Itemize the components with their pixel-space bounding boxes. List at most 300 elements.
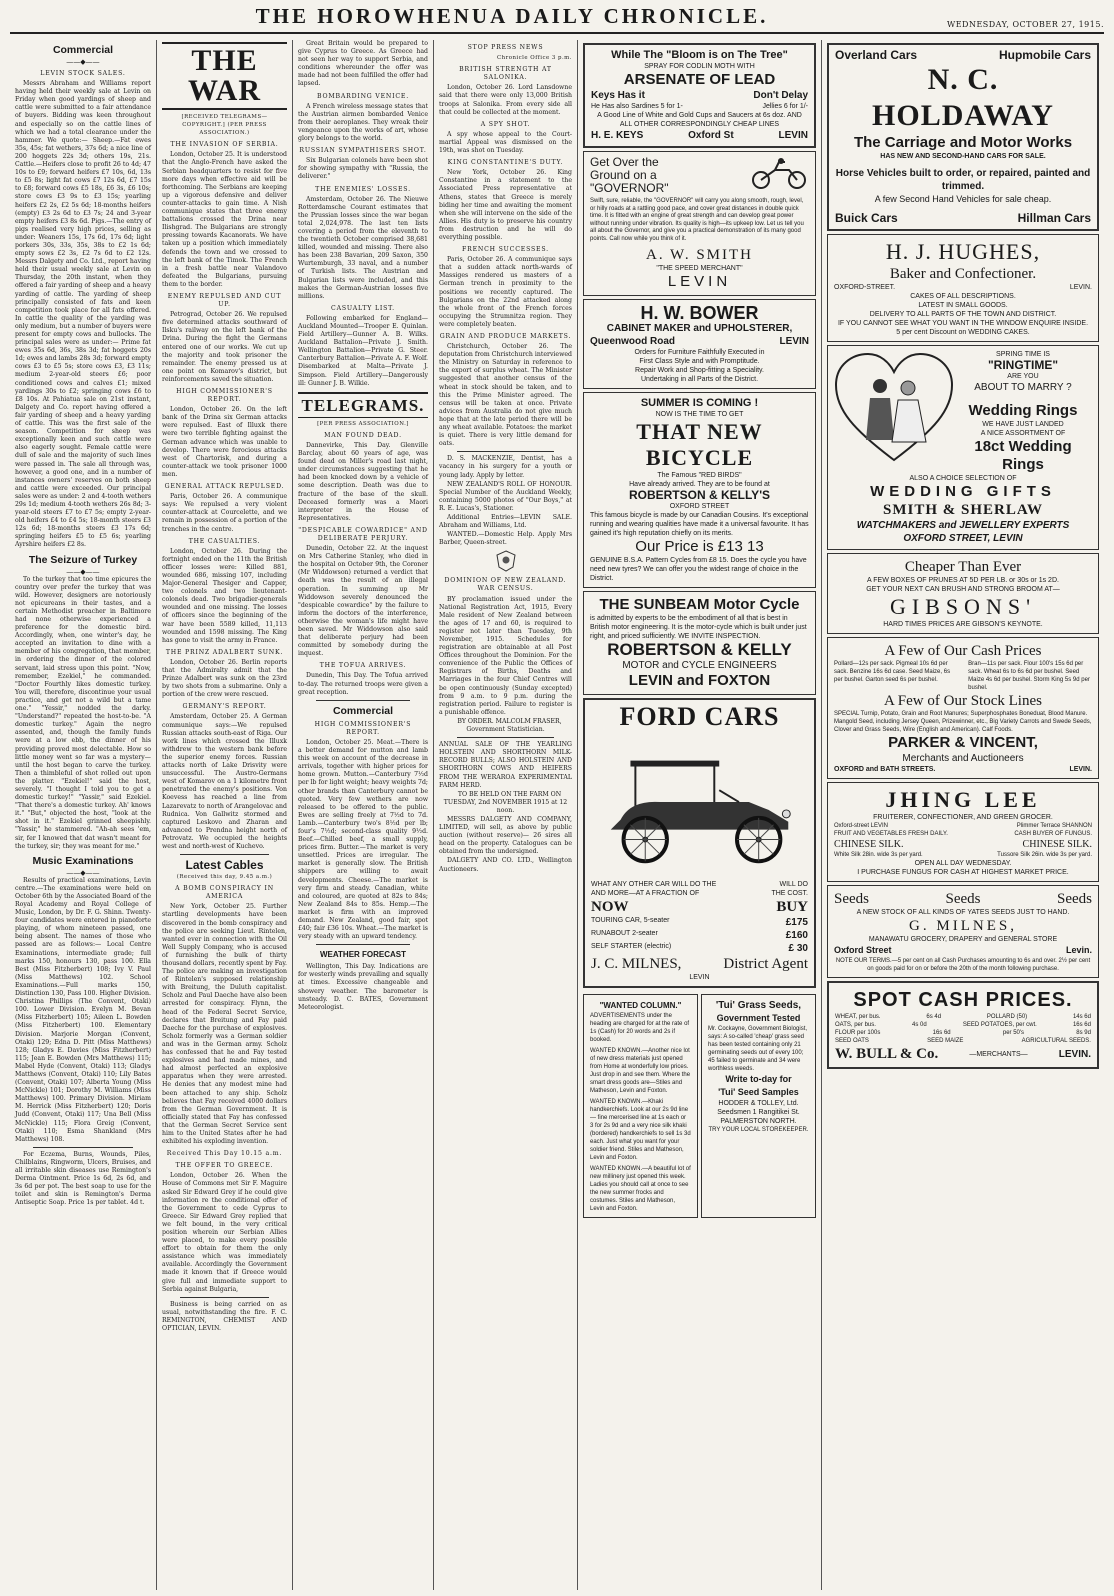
chinese-silk-1: CHINESE SILK. (834, 839, 904, 850)
ford-what: WHAT ANY OTHER CAR WILL DO THE (591, 881, 717, 888)
keys-has-it: Keys Has it (591, 90, 645, 101)
parker-town: LEVIN. (1069, 766, 1092, 773)
ford-buy: BUY (776, 899, 808, 915)
seed-oats: SEED OATS (835, 1038, 869, 1044)
about-to-marry: ABOUT TO MARRY ? (974, 382, 1072, 393)
column-4 (434, 40, 578, 1590)
ford-touring-row (591, 916, 808, 929)
ford-now: NOW (591, 899, 629, 915)
jhing-plimmer: Plimmer Terrace SHANNON (1016, 823, 1092, 829)
stock-sales-article: Messrs Abraham and Williams report having held their weekly sale at Levin on Friday when good yardings of sheep and cattle were submitted to a fair attendance of buyers. Bidding was keen throughout and especially so on the cattle lines of which we had a total clearance under the hammer. We quote:— Sheep.—Fat ewes 35s, 45s; fat wethers, 37s 6d; a nice line of 200 hoggets 22s 3d; others 19s, 21s. Cattle.—Heifers close to profit 26 to 4d; 47 10s to £9; forward heifers £7 10s, 6d, 13s to £5 8s; light fat cows £7 12s 6d, £7 15s to £8; forward cows £5 18s, £6 3s, £6 10s; store cows £3 9s to £3 15s; yearling heifers £2 2s, £2 5s 6d; 18-months heifers (empty) £3 2s 6d to £3 7s; 24 and 3-year empty heifers £3 8s 6d. Pigs.—The entry of pigs realised very high prices, selling as under: Weaners 15s, 17s 6d, 17s 6d; light porkers 30s, 33s, 35s, 38s to £2 1s 6d; empty sows £2 3s, £2 7s 6d to £2 12s. Messrs Dalgety and Co. Ltd., report having held their usual weekly sale at Levin on Thursday, the 20th instant, when they offered a fair yarding of sheep and a heavy yarding of cattle. The yarding of sheep principally consisted of fats and keen competition took place for all fats offered. In cattle the quality of the yarding was only medium, but a number of buyers were present for empty cows and bullocks. The principal sales were as under:— Prime fat ewes 35s 6d, 36s, 38s 3d; fat hoggets 20s 1d; ewes and lambs 28s 3d; forward empty cows £3 to £5 5s; store cows £3, £3 11s; medium 2-year-old steers £6; poor conditioned cows and calves £1; mixed yardings 30s to £2; springing cows £6 to £8 10s. At Pahiatua sale on 21st instant, Dalgety and Co. report having offered a fair yarding of sheep and a heavy yarding of cattle. This was the first sale of the season. Competition for sheep was exceptionally keen and such cattle were also eagerly sought. Female cattle were dull of sale and the majority of such lines were passed in. The sale all through was, however, a good one, and in a number of instances owners' reserves on both sheep and cattle were exceeded. Our principal sales were as under: 2 and 4-tooth wethers 29s 1d; medium 4-tooth wethers 26s 8d; 3-year-old steers £7 to £7 5s; empty 2-year-old heifers £4 to £4 5s; 18-month steers £3 12s 6d; 18-months steers £3 17s 6d; springing heifers £5 to £5 6s; yearling Ayrshire heifers £2 8s. (15, 80, 151, 549)
18ct-rings: 18ct Wedding Rings (974, 438, 1072, 473)
governor-ad (583, 151, 816, 296)
ford-title: FORD CARS (619, 702, 780, 731)
brush-line: GET YOUR NEXT CAN BRUSH AND STRONG BROOM AT— (866, 586, 1060, 593)
holdaway-new: HAS NEW AND SECOND-HAND CARS FOR SALE. (880, 153, 1046, 160)
yates-seeds: A NEW STOCK OF ALL KINDS OF YATES SEEDS JUST TO HAND. (856, 909, 1070, 916)
sherlaw-trade: WATCHMAKERS and JEWELLERY EXPERTS (856, 520, 1070, 531)
wanted-help-ad: WANTED.—Domestic Help. Apply Mrs Barber, Queen-street. (439, 531, 572, 547)
venice-heading: BOMBARDING VENICE. (317, 92, 409, 100)
milnes-seeds-ad (827, 885, 1099, 978)
column-1 (10, 40, 157, 1590)
are-you: ARE YOU (1007, 373, 1039, 380)
crest-icon (493, 549, 519, 573)
keys-name: H. E. KEYS (591, 130, 644, 141)
bower-line-4: Undertaking in all Parts of the District. (640, 376, 759, 383)
divider (180, 854, 269, 855)
ford-slogan-1 (591, 880, 808, 889)
just-landed: WE HAVE JUST LANDED (982, 421, 1064, 428)
red-birds: The Famous "RED BIRDS" (657, 472, 742, 479)
overland-cars: Overland Cars (835, 48, 918, 62)
war-subheading: [RECEIVED TELEGRAMS—COPYRIGHT.] (PER PRESS ASSOCIATION.) (181, 114, 268, 137)
keys-town: LEVIN (778, 130, 808, 141)
war-census-notice: BY proclamation issued under the National Registration Act, 1915, Every Male resident of New Zealand between the ages of 17 and 60, is required to register not later than Tuesday, 9th November, 1915. Schedules for registration are obtainable at all Post Offices throughout the Dominion. For the convenience of the Public the Offices of Registrars of Births, Deaths and Marriages in the four Chief Centres will be open continuously (Sunday excepted) from 9 a.m. to 9 p.m. during the registration period. Failure to register is a punishable offence. (439, 595, 572, 716)
derma-ointment-ad: For Eczema, Burns, Wounds, Piles, Chilblains, Ringworm, Ulcers, Bruises, and all irritable skin diseases use Remington's Derma Ointment. Price 1s 6d, 2s 6d, and 3s 6d per pot. The best soap to use for the toilet and skin is Remington's Derma Antiseptic Soap. Price 1s per tablet. 4d t. (15, 1150, 151, 1207)
keys-ad-cups: A Good Line of White and Gold Cups and Saucers at 6s doz. AND ALL OTHER CORRESPONDINGLY CHEAP LINES (597, 112, 802, 128)
wanted-1: WANTED KNOWN.—Another nice lot of new dress materials just opened from Home at wonderfully low prices. Just drop in and see them. Where the smart dress goods are—Stiles and Matheson, Levin and Foxton. (590, 1048, 691, 1094)
losses-heading: THE ENEMIES' LOSSES. (315, 185, 411, 193)
tui-seedsmen: Seedsmen 1 Rangitikei St. (717, 1109, 800, 1116)
nice-assortment: A NICE ASSORTMENT OF (980, 430, 1066, 437)
remington-notice: Business is being carried on as usual, notwithstanding the fire. F. C. REMINGTON, CHEMIST AND OPTICIAN, LEVIN. (162, 1300, 287, 1333)
jhing-fungus: I PURCHASE FUNGUS FOR CASH AT HIGHEST MARKET PRICE. (857, 869, 1069, 876)
germany-heading: GERMANY'S REPORT. (182, 703, 267, 711)
potatoes-label: SEED POTATOES, per cwt. (962, 1022, 1037, 1028)
russian-heading: RUSSIAN SYMPATHISERS SHOT. (299, 147, 427, 155)
starter-price: £ 30 (788, 943, 808, 954)
cash-prices-right: Bran—11s per sack. Flour 100's 15s 6d per sack. Wheat 6s to 6s 6d per bushel. Seed Maize 4s 6d per bushel. Storm King 5s 9d per bushel. (968, 661, 1090, 691)
hughes-town: LEVIN. (1069, 284, 1092, 291)
parker-firm: PARKER & VINCENT, (888, 734, 1038, 751)
wedding-rings: Wedding Rings (968, 402, 1078, 419)
bower-name: H. W. BOWER (640, 303, 759, 323)
french-article: Paris, October 26. A communique says that a sudden attack north-wards of Massiges rendered us masters of a German trench in proximity to the positions we recently captured. The Bulgarians on the 22nd attacked along the whole front of the French forces occupying the Strumnitza region. They were completely beaten. (439, 256, 572, 328)
ford-ad (583, 698, 816, 988)
agent-town: LEVIN (689, 974, 710, 981)
french-heading: FRENCH SUCCESSES. (462, 246, 549, 254)
bower-trade: CABINET MAKER and UPHOLSTERER, (606, 323, 793, 334)
greece-continued: Great Britain would be prepared to give Cyprus to Greece. As Greece had not seen her way to support Serbia, and conditions whereunder the offer was made had not been fulfilled the offer had lapsed. (298, 40, 428, 88)
bomb-article: New York, October 25. Further startling developments have been discovered in the bomb conspiracy and the police are seeking Lieut. Rintelen, wanted ever in connection with the Oil Well Supply Company, who is accused of furnishing the bulk of thirty thousand dollars, recently spent by Fay. The police are making an investigation of Rintelen's supposed relationship with Breitung, the Duluth capitalist. Scholz and Paul Daeche have also been arrested for conspiracy. Flynn, the head of the Federal Secret Service, declares that Breitung and Fay paid Daeche for the purchase of explosives. Scholz formerly was a German soldier and was in the German army. Scholz has confessed that he and Fay tested explosives and had made mines, and had almost perfected an explosive apparatus when they were arrested. He denies that any modest mine had been attached to any ship. Scholz believes that Fay received 4000 dollars from the German Government. It is officially stated that Fay has confessed that the German Secret Service sent him to the United States after he had exhibited his exploding invention. (162, 903, 287, 1146)
the-war-heading: THE WAR (162, 42, 287, 110)
ringtime: "RINGTIME" (987, 358, 1059, 372)
bower-ad (583, 299, 816, 389)
touring-car: TOURING CAR, 5-seater (591, 917, 670, 924)
governor-body: Swift, sure, reliable, the "GOVERNOR" will carry you along smooth, rough, level, or hilly roads at a rattling good pace, and cover great distances in double quick time. It is fitted with an engine of great strength and can develop great power without running under vibration. Its quality is high—its upkeep low. Let us tell you all about the Governor, and give you a practical demonstration of its many good points. Call now while you think of it. (590, 198, 804, 242)
stock-lines-text: SPECIAL Turnip, Potato, Grain and Root Manures; Superphosphates Boneduat, Blood Manure. Mangold Seed, including Jersey Queen, Prizewinner, etc., Big Variety Carrots and Swede Seeds, Clover and Grass Seeds, Wire (English and American). Calf Foods. (834, 711, 1092, 733)
holdaway-works: The Carriage and Motor Works (853, 134, 1073, 151)
robertson-kelly-name: ROBERTSON & KELLY'S (628, 488, 771, 502)
runabout: RUNABOUT 2-seater (591, 930, 658, 937)
keys-ad-footer (591, 129, 808, 142)
agent-role: District Agent (723, 956, 808, 972)
seeds-2: Seeds (945, 891, 981, 907)
runabout-price: £160 (785, 930, 808, 941)
bower-line-2: First Class Style and with Promptitude. (639, 358, 760, 365)
spot-cash-prices: SPOT CASH PRICES. (853, 989, 1073, 1011)
cash-prices-lists (834, 660, 1092, 692)
holdaway-few: A few Second Hand Vehicles for sale cheap. (874, 194, 1052, 204)
stop-press-sub: Chronicle Office 3 p.m. (497, 55, 572, 62)
seeds-header (834, 890, 1092, 908)
governor-seller: A. W. SMITH (645, 247, 753, 263)
spy-article: A spy whose appeal to the Court-martial Appeal was dismissed on the 19th, was shot on Tuesday. (439, 130, 572, 155)
jellies-line: Jellies 6 for 1/- (762, 103, 808, 110)
divider (180, 1297, 269, 1298)
market-report: London, October 25. Meat.—There is a better demand for mutton and lamb this week on account of the decrease in arrivals, together with higher prices for home grown. Mutton.—Canterbury 7½d per lb for light weight; heavy weights 7d; other brands than Canterbury cannot be quoted. Very few wethers are now released to be offered to the public. Ewes are selling freely at 7½d to 7d. Lamb.—Canterbury two's 8½d per lb; four's 7½d; second-class quality 9½d. Beef.—Chilled beef, a small supply, prices firm. Butter.—The market is very unsettled. Prices are irregular. The market is generally slow. The British shippers are willing to await developments. Cheese.—The market is very firm and steady. Canadian, white and coloured, are quoted at 82s to 84s; New Zealand 84s to 85s. Hemp.—The market is firm with an improved demand. New Zealand, good fair, spot £40; fair £36 10s. Wheat.—The market is very steady with an upward tendency. (298, 738, 428, 941)
sunbeam-firm: ROBERTSON & KELLY (607, 640, 792, 659)
jhing-fruit: FRUIT AND VEGETABLES FRESH DAILY. (834, 831, 948, 837)
tussore-silk-price: Tussore Silk 26in. wide 3s per yard. (997, 852, 1092, 858)
agent-name: J. C. MILNES, (591, 956, 682, 972)
british-article: London, October 26. Lord Lansdowne said that there were only 13,000 British troops at Salonika. From every side all that could be collected at the moment. (439, 84, 572, 116)
flour-price: 16s 6d (932, 1030, 951, 1036)
jhing-open: OPEN ALL DAY WEDNESDAY. (914, 860, 1012, 867)
tofua-article: Dunedin, This Day. The Tofua arrived to-day. The returned troops were given a great reception. (298, 672, 428, 696)
germany-article: Amsterdam, October 25. A German communique says:—We repulsed Russian attacks south-east of Riga. Our work lines which crossed the Illuxk withdrew to the western bank before the superior enemy forces. Russian attacks north of Lake Drisvity were unsuccessful. The Austro-Germans west of Komarov on a 1 kilometre front penetrated the enemy's positions. Von Koevess has reached a line from Lazarevatz to north of Arangelovac and Rudnica. Von Gallwitz stormed and captured Leskovo and Zharan and advanced to Prendna height north of Petrovatz. We occupied the heights west and north-west of Kuchevo. (162, 713, 287, 850)
bull-town: LEVIN. (1058, 1048, 1091, 1060)
spring-time: SPRING TIME IS (996, 351, 1050, 358)
hughes-ad (827, 234, 1099, 342)
governor-title-3: "GOVERNOR" (590, 181, 669, 195)
bull-row-3 (835, 1029, 1091, 1037)
divider (316, 944, 410, 945)
ford-more: AND MORE—AT A FRACTION OF (591, 890, 700, 897)
buick-cars: Buick Cars (835, 211, 898, 225)
bower-line-3: Repair Work and Shop-fitting a Speciality. (635, 367, 764, 374)
grain-heading: GRAIN AND PRODUCE MARKETS. (439, 333, 572, 340)
greece-heading: THE OFFER TO GREECE. (175, 1162, 274, 1170)
parker-trade: Merchants and Auctioneers (902, 753, 1024, 764)
casualty-list: Following embarked for England— Auckland Mounted—Trooper E. Quinlan. Field Artillery—Gunner A. B. Wilks. Auckland Battalion—Private J. Smith. Wellington Battalion—Private G. Steer. Canterbury Battalion—Private A. F. Wolf. Disembarked at Malta—Private J. Simpson. Field Artillery—Dangerously ill: Gunner J. B. Wilkie. (298, 314, 428, 387)
hughes-address (834, 283, 1092, 292)
choice-selection: ALSO A CHOICE SELECTION OF (909, 475, 1017, 482)
newspaper-title: THE HOROWHENUA DAILY CHRONICLE. (255, 4, 769, 28)
chinese-silk-2: CHINESE SILK. (1022, 839, 1092, 850)
tui-title: 'Tui' Grass Seeds, (715, 1000, 802, 1011)
gibsons-ad (827, 553, 1099, 634)
bicycle-body: This famous bicycle is made by our Canadian Cousins. It's exceptional running and wearing qualities have made it a universal favourite. It has gained it's high reputation chiefly on its merits. (590, 512, 809, 537)
masthead (10, 6, 1104, 34)
stock-lines-heading: A Few of Our Stock Lines (884, 693, 1042, 709)
turkey-article: To the turkey that too time epicures the country over prefer the turkey that was wild. However, designers are notoriously not epicureans in their tastes, and a certain Methodist preacher in Baltimore had none otherwise experienced a preference for the domestic bird. Accordingly, when, one winter's day, he accepted an invitation to dine with a member of his congregation, that member, in ordering the dinner of the colored servant, laid stress upon this point. "Now, remember, Ezekiel," he commanded. "Doctor Fourthly likes domestic turkey. You will, therefore, discontinue your usual practice, and get not a wild but a tame one." "Yessir," nodded the darky. "Understand?" repeated the host-to-be. "A domestic turkey." Again the negro assented, and, though the family funds were at a low ebb, the dinner of his providing proved most delectable. How so little money went so far was a mystery—until the host began to carve the turkey. Then a thimbleful of shot rolled out upon the platter. "Ezekiel!" said the host, severely. "I thought I told you to get a domestic turkey!" "Yassir," said Ezekiel. "That there's a domestic turkey. Ah' knows it." "But," objected the host, "look at the shot in it." Ezekiel grinned sheepishly. "Yassir," he stammered. "Ah-ah sees 'em, sir, fer I knowed that dat wasn't meant for the turkey, sir; they was meant for me." (15, 575, 151, 850)
tui-samples: 'Tui' Seed Samples (718, 1087, 799, 1097)
hillman-cars: Hillman Cars (1017, 211, 1091, 225)
gibsons-name: GIBSONS' (889, 594, 1037, 619)
page-columns (10, 40, 1104, 1590)
tui-firm: HODDER & TOLLEY, Ltd. (718, 1100, 799, 1107)
bull-row-1 (835, 1013, 1091, 1021)
holdaway-ad (827, 43, 1099, 231)
british-heading: BRITISH STRENGTH AT SALONIKA. (459, 66, 552, 82)
motorcycle-icon (749, 156, 809, 190)
adalbert-heading: THE PRINZ ADALBERT SUNK. (165, 648, 284, 656)
ornament-divider: ——◆—— (66, 567, 100, 576)
ford-slogan-3 (591, 898, 808, 916)
tofua-heading: THE TOFUA ARRIVES. (319, 662, 407, 670)
casualties-heading: THE CASUALTIES. (188, 537, 261, 545)
sunbeam-towns: LEVIN and FOXTON (628, 672, 771, 689)
jhing-lee-name: JHING LEE (885, 787, 1041, 812)
sherlaw-ad (827, 345, 1099, 550)
column-5-advertisements (578, 40, 822, 1590)
dont-delay: Don't Delay (753, 90, 808, 101)
flour-50-label: per 50's (1002, 1030, 1025, 1036)
jhing-oxford: Oxford-street LEVIN (834, 823, 889, 829)
sherlaw-top (834, 350, 1092, 474)
ford-car-illustration (591, 730, 808, 880)
attack-heading: GENERAL ATTACK REPULSED. (164, 483, 285, 491)
red-birds-arrived: Have already arrived. They are to be found at (629, 481, 770, 488)
wanted-column-title: "WANTED COLUMN." (599, 1001, 682, 1010)
commercial-heading: Commercial (52, 44, 114, 56)
keys-ad-row (591, 89, 808, 102)
tui-write: Write to-day for (725, 1074, 792, 1084)
tui-try: TRY YOUR LOCAL STOREKEEPER. (708, 1127, 809, 1133)
governor-town: LEVIN (667, 273, 732, 290)
bower-line-1: Orders for Furniture Faithfully Executed in (634, 349, 765, 356)
keys-ad-title: While The "Bloom is on The Tree" (611, 49, 788, 61)
grain-article: Christchurch, October 26. The deputation from Christchurch interviewed the Ministry on Saturday in reference to the export of surplus wheat. The Minister suggested that another census of the wheat in stock should be taken, and to this the Prime Minister agreed. The census will be taken at once. Private advices from Australia do not give much hope that at the late period there will be any wheat available. Potatoes: the market is quiet. There is very little demand for oats. (439, 343, 572, 448)
bicycle-price: Our Price is £13 13 (635, 538, 764, 555)
hupmobile-cars: Hupmobile Cars (998, 48, 1091, 62)
governor-tagline: "THE SPEED MERCHANT" (656, 265, 743, 272)
repulsed-heading: ENEMY REPULSED AND CUT UP. (167, 292, 282, 309)
governor-title-1: Get Over the (590, 155, 659, 169)
parker-vincent-ad (827, 637, 1099, 779)
hughes-line-5: 5 per cent Discount on WEDDING CAKES. (896, 329, 1030, 336)
venice-article: A French wireless message states that the Austrian airmen bombarded Venice from their aeroplanes. They wreak their vengeance upon the works of art, whose glory belongs to the world. (298, 102, 428, 143)
roll-of-honour-ad: NEW ZEALAND'S ROLL OF HONOUR. Special Number of the Auckland Weekly, containing 5000 photos of "Our Boys," at R. E. Lucas's, Stationer. (439, 480, 572, 512)
hughes-street: OXFORD-STREET. (834, 284, 896, 291)
sherlaw-headline (954, 350, 1092, 474)
milnes-town: Levin. (1065, 945, 1092, 955)
milnes-trade: MANAWATU GROCERY, DRAPERY and GENERAL STORE (868, 936, 1058, 943)
annual-sale-heading: ANNUAL SALE OF THE YEARLING HOLSTEIN AND SHORTHORN MILK-RECORD BULLS; ALSO HOLSTEIN AND SHORTHORN COWS AND HEIFERS FROM THE WERAROA EXPERIMENTAL FARM HERD. (439, 741, 572, 789)
hughes-name: H. J. HUGHES, (885, 239, 1041, 264)
wedding-gifts: WEDDING GIFTS (870, 483, 1056, 500)
jhing-cash: CASH BUYER OF FUNGUS. (1014, 831, 1092, 837)
latest-cables-heading: Latest Cables (185, 858, 264, 873)
bower-town: LEVIN (779, 336, 809, 347)
king-heading: KING CONSTANTINE'S DUTY. (447, 159, 564, 167)
hughes-line-4: IF YOU CANNOT SEE WHAT YOU WANT IN THE WINDOW ENQUIRE INSIDE. (837, 320, 1089, 327)
telegrams-heading: TELEGRAMS. (298, 392, 428, 418)
tui-body: Mr. Cockayne, Government Biologist, says: A so-called 'cheap' grass seed has been tested containing only 21 germinating seeds out of every 100; 45 failed to germinate and 34 were worthless weeds. (708, 1026, 808, 1072)
wanted-column (583, 994, 698, 1218)
divider (457, 451, 554, 452)
man-found-article: Dannevirke, This Day. Glenville Barclay, about 60 years of age, was found dead on Miller's road last night, under circumstances suggesting that he had been knocked down by a vehicle of some description. Death was due to fracture of the base of the skull. Deceased formerly was a Maori interpreter in the House of Representatives. (298, 441, 428, 522)
divider (316, 700, 410, 701)
holdaway-bottom (835, 212, 1091, 225)
cowardice-article: Dunedin, October 22. At the inquest on Mrs Catherine Stanley, who died in the hospital on October 9th, the Coroner (Mr Widdowson) returned a verdict that death was the result of an illegal operation. In summing up Mr Widdowson severely denounced the "despicable cowardice" by the failure to inform the doctors of the interference, otherwise the woman's life might have been saved. Mr Widdowson also said that deliberate perjury had been committed by somebody during the inquest. (298, 545, 428, 658)
wanted-2: WANTED KNOWN.—Khaki handkerchiefs. Look at our 2s 9d line — fine mercerised line at 1s each or 3 for 2s 9d and a very nice silk khaki (bordered) handkerchiefs to sell 1s 3d each. Just what you want for your soldier friend. Stiles and Matheson, Levin and Foxton. (590, 1099, 691, 1161)
seed-maize: SEED MAIZE (927, 1038, 964, 1044)
cheaper-than-ever: Cheaper Than Ever (904, 559, 1022, 575)
bower-address (590, 335, 809, 348)
now-is-time: NOW IS THE TIME TO GET (655, 411, 744, 418)
tui-sub: Government Tested (716, 1013, 801, 1023)
holdaway-horse: Horse Vehicles built to order, or repaired, painted and trimmed. (835, 168, 1091, 192)
milnes-terms: NOTE OUR TERMS.—5 per cent on all Cash Purchases amounting to 6s and over. 2½ per cent on goods paid for on or before the 20th of the month following purchase. (835, 958, 1091, 972)
commercial-2-heading: Commercial (332, 704, 394, 717)
war-census-heading: DOMINION OF NEW ZEALAND. WAR CENSUS. (444, 577, 567, 593)
jhing-lee-ad (827, 782, 1099, 882)
repulsed-article: Petrograd, October 26. We repulsed five determined attacks southward of Ilsku's railway on the left bank of the Drina. During the fight the Germans entered one of our works. We cut up the majority and took prisoner the remainder. The enemy pressed us at one point on Komarov's district, but reinforcements saved the situation. (162, 311, 287, 383)
bull-ad (827, 981, 1099, 1069)
holdaway-top (835, 49, 1091, 62)
hughes-line-3: DELIVERY TO ALL PARTS OF THE TOWN AND DISTRICT. (869, 311, 1057, 318)
casualties-article: London, October 26. During the fortnight ended on the 11th the British officer losses were: Killed 881, wounded 686, missing 107, including Major-General Thesiger and Capper, two colonels and two lieutenant-colonels dead. Two brigadier-generals wounded and one missing. The losses of officers since the beginning of the war have been 5589 killed, 11,113 wounded and 1598 missing. The King has gone to visit the army in France. (162, 547, 287, 644)
gibsons-keynote: HARD TIMES PRICES ARE GIBSON'S KEYNOTE. (883, 621, 1043, 628)
high-commissioner-heading: HIGH COMMISSIONER'S REPORT. (176, 388, 273, 404)
sunbeam-ad (583, 591, 816, 695)
tui-town: PALMERSTON NORTH. (720, 1118, 797, 1125)
bottom-split (583, 991, 816, 1221)
seeds-3: Seeds (1057, 891, 1092, 907)
king-article: New York, October 26. King Constantine in a statement to the Associated Press representative at Athens, states that Greece is merely biding her time and awaiting the moment when she will intervene on the side of the Allies. His duty is to preserve his country from destruction and he will do everything possible. (439, 169, 572, 241)
mackenzie-ad: D. S. MACKENZIE, Dentist, has a vacancy in his surgery for a youth or young lady. Apply by letter. (439, 455, 572, 479)
summer-heading: SUMMER IS COMING ! (640, 397, 759, 409)
touring-price: £175 (785, 917, 808, 928)
casualty-list-heading: CASUALTY LIST. (331, 304, 395, 312)
issue-date: WEDNESDAY, OCTOBER 27, 1915. (946, 20, 1104, 29)
keys-ad-prices (591, 102, 808, 111)
column-6-advertisements (822, 40, 1104, 1590)
new-bicycle-heading: THAT NEW BICYCLE (636, 419, 763, 470)
bull-row-4 (835, 1037, 1091, 1045)
divider (33, 1147, 133, 1148)
potatoes-price: 16s 6d (1072, 1022, 1091, 1028)
holdaway-name: N. C. HOLDAWAY (872, 63, 1054, 132)
additional-entries: Additional Entries—LEVIN SALE. Abraham and Williams, Ltd. (439, 513, 572, 530)
jhing-lee-trade: FRUITERER, CONFECTIONER, AND GREEN GROCER. (873, 814, 1053, 821)
keys-street: Oxford St (688, 130, 734, 141)
governor-title-2: Ground on a (590, 168, 657, 182)
seeds-1: Seeds (834, 891, 869, 907)
hughes-line-2: LATEST IN SMALL GOODS. (918, 302, 1008, 309)
bicycle-ad (583, 392, 816, 588)
hughes-trade: Baker and Confectioner. (889, 266, 1037, 282)
high-commissioner-article: London, October 26. On the left bank of the Drina six German attacks were repulsed. East of Illuxk there were two terrible fighting against the German advance which was unable to develop. There were ferocious attacks west of Chartorisk, and during a counter-attack we took prisoner 1000 men. (162, 406, 287, 478)
heart-couple-illustration (834, 350, 954, 468)
ford-agent-row (591, 955, 808, 973)
oxford-street: OXFORD STREET (669, 503, 730, 510)
pollard-label: POLLARD (50) (986, 1014, 1028, 1020)
weather-forecast: Wellington, This Day. Indications are for westerly winds prevailing and squally at times. Excessive changeable and showery weather. The barometer is unsteady. D. C. BATES, Government Meteorologist. (298, 963, 428, 1011)
milnes-address (834, 944, 1092, 957)
music-heading: Music Examinations (32, 854, 134, 867)
dalgety-signature: DALGETY AND CO. LTD., Wellington Auctioneers. (439, 857, 572, 873)
spy-heading: A SPY SHOT. (480, 120, 531, 128)
jhing-lee-silk-prices (834, 851, 1092, 859)
greece-article: London, October 26. When the House of Commons met Sir F. Maguire asked Sir Edward Grey if he could give information re the conditional offer of the Government to cede Cyprus to Greece. Sir Edward Grey replied that we felt bound, in the very critical position wherein our Serbian Allies were placed, to make every possible effort to obtain for them the only assistance which was immediately available. Accordingly the Government made it known that if Greece would give full and immediate support to Serbia against Bulgaria, (162, 1172, 287, 1293)
sunbeam-body: is admitted by experts to be the embodiment of all that is best in British motor engineering. It is the motor-cycle which is built under just right, and priced sufficiently. WE INVITE INSPECTION. (590, 615, 807, 640)
adalbert-article: London, October 26. Berlin reports that the Admiralty admit that the Prinze Adalbert was sunk on the 23rd by two shots from a submarine. Only a portion of the crew were rescued. (162, 658, 287, 699)
losses-article: Amsterdam, October 26. The Nieuwe Rotterdamsche Courant estimates that the Prussian losses since the war began total 2,024,978. The last ten lists covering a period from the eleventh to the twentieth October comprised 38,681 killed, wounded and missing. There also has been 238 Bavarian, 209 Saxon, 350 Wurtemburgh, 33 naval, and a number of Turkish lists. The Austrian and Bulgarian lists were included, and this makes the German-Austrian losses five millions. (298, 195, 428, 300)
governor-header (590, 156, 809, 195)
ford-will-do: WILL DO (779, 881, 808, 888)
cables-subheading: (Received this day, 9.45 a.m.) (176, 874, 273, 881)
keys-ad (583, 43, 816, 148)
oats-label: OATS, per bus. (835, 1022, 876, 1028)
oats-price: 4s 0d (912, 1022, 927, 1028)
wheat-price: 6s 4d (926, 1014, 942, 1020)
sunbeam-trade: MOTOR and CYCLE ENGINEERS (622, 660, 777, 671)
sale-date: TO BE HELD ON THE FARM ON TUESDAY, 2nd NOVEMBER 1915 at 12 noon. (443, 790, 568, 814)
ford-runabout-row (591, 929, 808, 942)
jhing-lee-addresses (834, 822, 1092, 830)
wheat-label: WHEAT, per bus. (835, 1014, 881, 1020)
stop-press-heading: STOP PRESS NEWS (467, 44, 544, 51)
cowardice-heading: "DESPICABLE COWARDICE" AND DELIBERATE PERJURY. (298, 526, 428, 542)
sardines-line: He Has also Sardines 5 for 1- (591, 103, 683, 110)
milnes-street: Oxford Street (834, 945, 892, 955)
parker-streets: OXFORD and BATH STREETS. (834, 766, 936, 773)
keys-ad-arsenate: ARSENATE OF LEAD (623, 71, 776, 88)
prunes-line: A FEW BOXES OF PRUNES AT 5D PER LB. or 30s or 1s 2D. (867, 577, 1059, 584)
serbia-article: London, October 25. It is understood that the Anglo-French have asked the Serbian headquarters to resist for five more days when effective aid will be forthcoming. The Serbians are keeping up a vigorous defensive and deliver counter-attacks to gain time. A Nish communique states that three enemy battalions crossed the Drina near Ilishgrad. The Bulgarians are strongly pressing towards Kacanorats. We have taken up a position which immediately defends the town and we crossed to the left bank of the Timok. The French in a fresh battle near Valandovo defeated the Bulgarians, pursuing them to the border. (162, 151, 287, 288)
wanted-intro: ADVERTISEMENTS under the heading are charged for at the rate of 1s (Cash) for 20 words and 2s if booked. (590, 1013, 690, 1043)
turkey-heading: The Seizure of Turkey (28, 553, 138, 566)
music-article: Results of practical examinations, Levin centre.—The examinations were held on October 6th by the Associated Board of the Royal Academy and Royal College of Music, London, by Dr. F. G. Shinn. Twenty-four candidates were entered in pianoforte playing, of whom nineteen passed, one being absent. The names of those who passed are as follows:— Local Centre Examinations, intermediate grade; full marks 150, honours 130, pass 100. Ella Best (Miss Fitzherbert) 108; Ivy V. Paul (Miss Matthews) 102. School Examinations.—Full marks 150, Distinction 130, Pass 100. Higher Division. Christina Phillips (The Convent, Otaki) 100. Lower Division. Evelyn M. Bevan (Miss Fitzherbert) 105; Aileen L. Bowden (Miss Fitzherbert) 100. Elementary Division. Marjorie Morgan (Convent, Otaki) 129; Edna D. Pitt (Miss Matthews) 128; Gladys E. Davies (Miss Fitzherbert) 115; Jean E. Bowden (Mrs Matthews) 115; Mabel Hyde (Convent, Otaki) 113; Gladys Matthews (Convent, Otaki) 110; Lily Bates (Convent, Otaki) 107; Alberta Young (Miss McNickle) 101; Dorothy M. Williams (Miss Matthews) 100. Primary Division. Miriam M. Herrick (Miss Fitzherbert) 120; Doris Judd (Convent, Otaki) 117; Una Bell (Miss McNickle) 115; Flora Greig (Convent, Otaki) 110; Esma Shankland (Mrs Matthews) 108. (15, 876, 151, 1143)
ford-slogan-2 (591, 889, 808, 898)
ornament-divider: ——◆—— (66, 58, 100, 66)
telegrams-subheading: [PER PRESS ASSOCIATION.] (317, 420, 409, 427)
flour-label: FLOUR per 100s (835, 1030, 881, 1036)
flour-50-price: 8s 9d (1076, 1030, 1091, 1036)
man-found-heading: MAN FOUND DEAD. (324, 431, 402, 439)
sherlaw-street: OXFORD STREET, LEVIN (903, 533, 1023, 544)
jhing-lee-fruit (834, 830, 1092, 838)
hughes-line-1: CAKES OF ALL DESCRIPTIONS. (910, 293, 1016, 300)
self-starter: SELF STARTER (electric) (591, 943, 672, 950)
bull-name: W. BULL & Co. (835, 1046, 939, 1062)
cash-prices-heading: A Few of Our Cash Prices (884, 643, 1042, 659)
cash-prices-left: Pollard—12s per sack. Pigmeal 10s 6d per sack. Benzine 16s 6d case. Seed Maize, 6s per bushel. Garton seed 6s per bushel. (834, 661, 951, 683)
divider (457, 737, 554, 738)
white-silk-price: White Silk 28in. wide 3s per yard. (834, 852, 923, 858)
ornament-divider: ——◆—— (66, 868, 100, 877)
parker-address (834, 765, 1092, 774)
bull-row-2 (835, 1021, 1091, 1029)
ford-starter-row (591, 942, 808, 955)
levin-stock-heading: LEVIN STOCK SALES. (40, 70, 126, 77)
sunbeam-title: THE SUNBEAM Motor Cycle (599, 596, 800, 613)
russian-article: Six Bulgarian colonels have been shot for showing sympathy with "Russia, the deliverer." (298, 157, 428, 181)
bull-footer (835, 1045, 1091, 1063)
attack-article: Paris, October 26. A communique says: We repulsed a very violent counter-attack at Courcelette, and we remain in possession of a portion of the trenches in the centre. (162, 493, 287, 533)
bower-road: Queenwood Road (590, 336, 675, 347)
tui-seeds-ad (701, 994, 816, 1218)
census-signature: BY ORDER. MALCOLM FRASER, Government Statistician. (457, 717, 562, 734)
bsa-cycles: GENUINE B.S.A. Pattern Cycles from £8 15. Does the cycle you have need new tyres? We can offer you the widest range of choice in the District. (590, 557, 807, 582)
bomb-heading: A BOMB CONSPIRACY IN AMERICA (175, 885, 274, 901)
column-2 (157, 40, 293, 1590)
sherlaw-firm: SMITH & SHERLAW (882, 502, 1044, 518)
high-commissioner-2-heading: HIGH COMMISSIONER'S REPORT. (314, 720, 412, 736)
keys-ad-spray: SPRAY FOR CODLIN MOTH WITH (644, 63, 755, 70)
jhing-lee-silk (834, 838, 1092, 851)
weather-heading: WEATHER FORECAST (319, 950, 407, 960)
serbia-heading: THE INVASION OF SERBIA. (170, 141, 279, 149)
agricultural-seeds: AGRICULTURAL SEEDS. (1021, 1038, 1091, 1044)
received-note: Received This Day 10.15 a.m. (166, 1150, 283, 1158)
wanted-3: WANTED KNOWN.—A beautiful lot of new millinery just opened this week. Ladies you should call at once to see the new summer frocks and costumes. Stiles and Matheson, Levin and Foxton. (590, 1166, 691, 1212)
pollard-price: 14s 6d (1072, 1014, 1091, 1020)
milnes-name: G. MILNES, (909, 918, 1017, 934)
